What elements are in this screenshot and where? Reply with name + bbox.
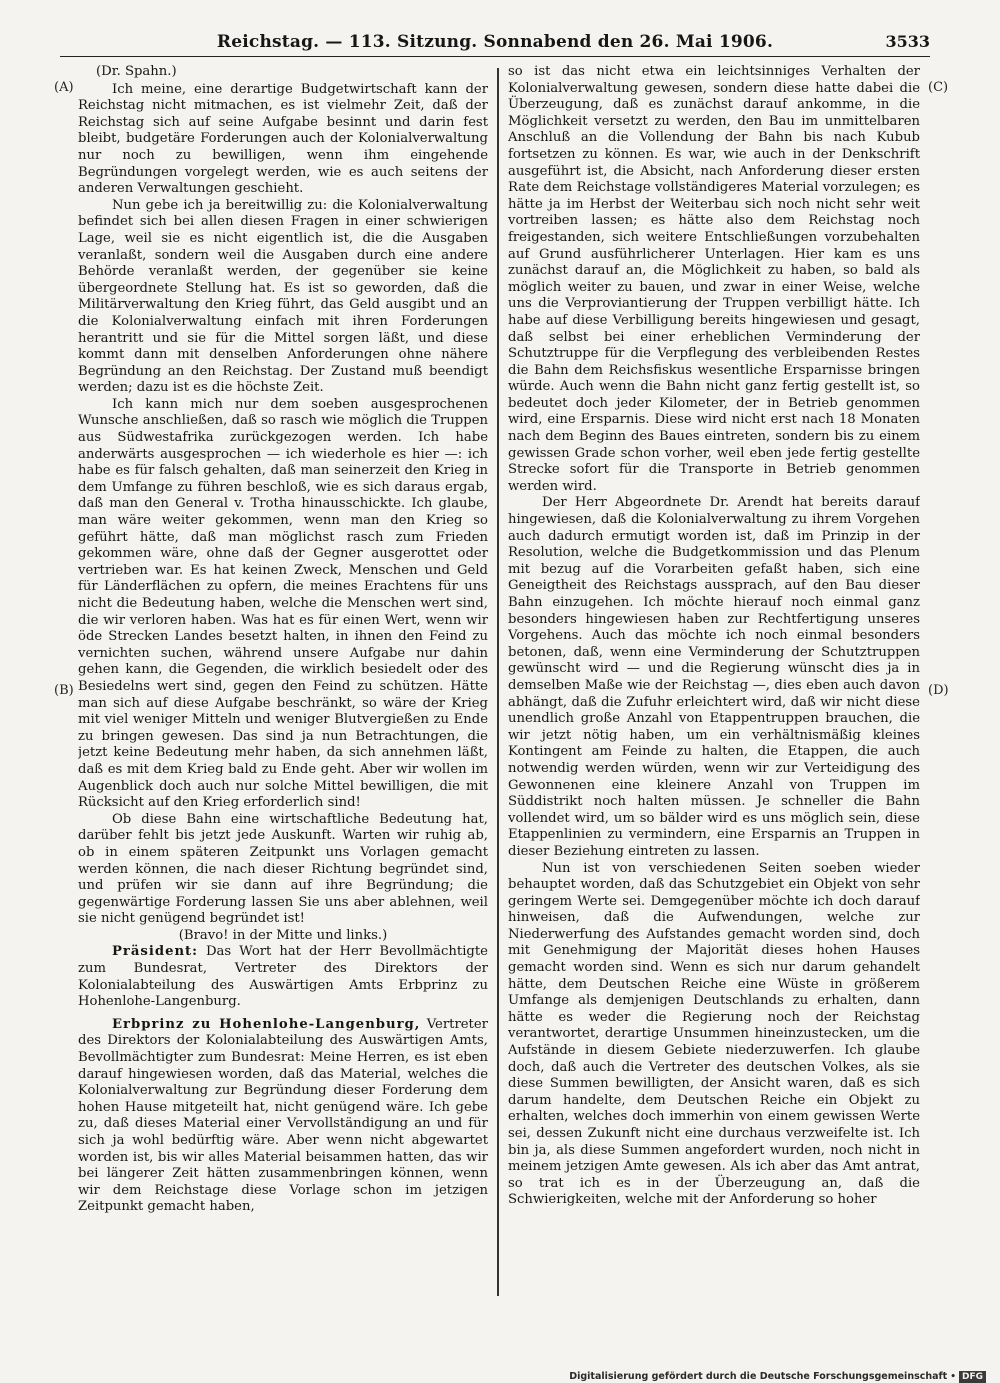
- right-column: [508, 64, 920, 1234]
- margin-marker-d: (D): [928, 683, 949, 698]
- paragraph: Ich meine, eine derartige Budgetwirtschaft kann der Reichstag nicht mitmachen, es ist vielmehr Zeit, daß der Reichstag sich auf seine Aufgabe besinnt und darin fest bleibt, budgetäre Forderungen auch der Kolonialverwaltung nur noch zu bewilligen, wenn ihm eingehende Begründungen vorgelegt werden, wie es auch seitens der anderen Verwaltungen geschieht.: [78, 81, 488, 197]
- left-column: [78, 64, 488, 1234]
- running-title: Reichstag. — 113. Sitzung. Sonnabend den 26. Mai 1906.: [216, 32, 774, 52]
- speech-text: Vertreter des Direktors der Kolonialabteilung des Auswärtigen Amts, Bevollmächtigter zum Bundesrat: Meine Herren, es ist eben darauf hingewiesen worden, daß das Material, welches die Kolonialverwaltung zur Begründung dieser Forderung dem hohen Hause mitgeteilt hat, nicht genügend wäre. Ich gebe zu, daß dieses Material einer Vervollständigung an und für sich ja wohl bedürftig wäre. Aber wenn nicht abgewartet worden ist, bis wir alles Material beisammen hatten, das wir bei längerer Zeit hätten zusammenbringen können, wenn wir dem Reichstage diese Vorlage schon im jetzigen Zeitpunkt gemacht haben,: [78, 1016, 488, 1215]
- margin-marker-b: (B): [54, 683, 74, 698]
- speaker-continuation: (Dr. Spahn.): [96, 64, 177, 79]
- speaker-label-president: Präsident:: [112, 944, 199, 960]
- statement-text: Das Wort hat der Herr Bevollmächtigte zum Bundesrat, Vertreter des Direktors der Kolonialabteilung des Auswärtigen Amts Erbprinz zu Hohenlohe-Langenburg.: [78, 944, 488, 1010]
- page-number: 3533: [885, 32, 930, 51]
- margin-marker-c: (C): [928, 80, 949, 95]
- paragraph: Ich kann mich nur dem soeben ausgesprochenen Wunsche anschließen, daß so rasch wie möglich die Truppen aus Südwestafrika zurückgezogen werden. Ich habe anderwärts ausgesprochen — ich wiederhole es hier —: ich habe es für falsch gehalten, daß man seinerzeit den Krieg in dem Umfange zu führen beschloß, wie es sich daraus ergab, daß man den General v. Trotha hinausschickte. Ich glaube, man wäre weiter gekommen, wenn man den Krieg so geführt hätte, daß man möglichst rasch zum Frieden gekommen wäre, ohne daß der Gegner ausgerottet oder vertrieben war. Es hat keinen Zweck, Menschen und Geld für Länderflächen zu opfern, die meines Erachtens für uns nicht die Bedeutung haben, welche die Menschen wert sind, die wir verloren haben. Was hat es für einen Wert, wenn wir öde Strecken Landes besetzt halten, in ihnen den Feind zu vernichten suchen, während unsere Aufgabe nur dahin gehen kann, die Gegenden, die wirklich besiedelt oder des Besiedelns wert sind, gegen den Feind zu schützen. Hätte man sich auf diese Aufgabe beschränkt, so wäre der Krieg mit viel weniger Mitteln und weniger Blutvergießen zu Ende zu bringen gewesen. Das sind ja nun Betrachtungen, die jetzt keine Bedeutung mehr haben, da sich annehmen läßt, daß es mit dem Krieg bald zu Ende geht. Aber wir wollen im Augenblick doch auch nur solche Mittel bewilligen, die mit Rücksicht auf den Krieg erforderlich sind!: [78, 396, 488, 811]
- speaker-label-erbprinz: Erbprinz zu Hohenlohe-Langenburg,: [112, 1016, 421, 1032]
- page-header: [60, 30, 930, 57]
- paragraph: Ob diese Bahn eine wirtschaftliche Bedeutung hat, darüber fehlt bis jetzt jede Auskunft. Warten wir ruhig ab, ob in einem späteren Zeitpunkt uns Vorlagen gemacht werden können, die nach dieser Richtung begründet sind, und prüfen wir sie dann auf ihre Begründung; die gegenwärtige Forderung lassen Sie uns aber ablehnen, weil sie nicht genügend begründet ist!: [78, 811, 488, 927]
- dfg-logo-icon: DFG: [959, 1371, 986, 1383]
- speech-start: [78, 1017, 488, 1216]
- footer-separator: •: [950, 1371, 956, 1382]
- margin-marker-a: (A): [54, 80, 74, 95]
- paragraph: Der Herr Abgeordnete Dr. Arendt hat bereits darauf hingewiesen, daß die Kolonialverwaltung zu ihrem Vorgehen auch dadurch ermutigt worden ist, daß im Prinzip in der Resolution, welche die Budgetkommission und das Plenum mit bezug auf die Vorarbeiten gefaßt haben, sich eine Geneigtheit des Reichstags aussprach, auf den Bau dieser Bahn einzugehen. Ich möchte hierauf noch einmal ganz besonders hingewiesen haben zur Rechtfertigung unseres Vorgehens. Auch das möchte ich noch einmal besonders betonen, daß, wenn eine Verminderung der Schutztruppen gewünscht wird — und die Regierung wünscht dies ja in demselben Maße wie der Reichstag —, dies eben auch davon abhängt, daß die Zufuhr erleichtert wird, daß wir nicht diese unendlich große Anzahl von Etappentruppen brauchen, die wir jetzt nötig haben, um ein verhältnismäßig kleines Kontingent am Feinde zu halten, die Etappen, die auch notwendig werden würden, wenn wir zur Verteidigung des Gewonnenen eine kleinere Anzahl von Truppen im Süddistrikt noch halten müssen. Je schneller die Bahn vollendet wird, um so bälder wird es uns möglich sein, diese Etappenlinien zu vermindern, eine Ersparnis an Truppen in dieser Beziehung eintreten zu lassen.: [508, 495, 920, 859]
- paragraph: Nun ist von verschiedenen Seiten soeben wieder behauptet worden, daß das Schutzgebiet ein Objekt von sehr geringem Werte sei. Demgegenüber möchte ich doch darauf hinweisen, daß die Aufwendungen, welche zur Niederwerfung des Aufstandes gemacht worden sind, doch mit Genehmigung der Majorität dieses hohen Hauses gemacht worden sind. Wenn es sich nur darum gehandelt hätte, dem Deutschen Reiche eine Wüste in größerem Umfange als demjenigen Deutschlands zu erhalten, dann hätte es weder die Regierung noch der Reichstag verantwortet, derartige Unsummen hineinzustecken, um die Aufstände in diesem Gebiete niederzuwerfen. Ich glaube doch, daß auch die Vertreter des deutschen Volkes, als sie diese Summen bewilligten, der Ansicht waren, daß es sich darum handelte, dem Deutschen Reiche ein Objekt zu erhalten, welches doch immerhin von einem gewissen Werte sei, dessen Zukunft nicht eine durchaus verzweifelte ist. Ich bin ja, als diese Summen angefordert wurden, noch nicht in meinem jetzigen Amte gewesen. Als ich aber das Amt antrat, so trat ich es in der Überzeugung an, daß die Schwierigkeiten, welche mit der Anforderung so hoher: [508, 860, 920, 1208]
- paragraph: so ist das nicht etwa ein leichtsinniges Verhalten der Kolonialverwaltung gewesen, sondern diese hatte dabei die Überzeugung, daß es zunächst darauf ankomme, in die Möglichkeit versetzt zu werden, den Bau im unmittelbaren Anschluß an die Vollendung der Bahn bis nach Kubub fortsetzen zu können. Es war, wie auch in der Denkschrift ausgeführt ist, die Absicht, nach Anforderung dieser ersten Rate dem Reichstage vollständigeres Material vorzulegen; es hätte ja im Herbst der Weiterbau sich noch nicht sehr weit vortreiben lassen; es hätte also dem Reichstag noch freigestanden, sich weitere Entschließungen vorzubehalten auf Grund ausführlicherer Unterlagen. Hier kam es uns zunächst darauf an, die Möglichkeit zu haben, so bald als möglich weiter zu bauen, und zwar in einer Weise, welche uns die Verproviantierung der Truppen verbilligt hätte. Ich habe auf diese Verbilligung bereits hingewiesen und gesagt, daß selbst bei einer erheblichen Verminderung der Schutztruppe für die Verpflegung des verbleibenden Restes die Bahn dem Reichsfiskus wesentliche Ersparnisse bringen würde. Auch wenn die Bahn nicht ganz fertig gestellt ist, so bedeutet doch jeder Kilometer, der in Betrieb genommen wird, eine Ersparnis. Diese wird nicht erst nach 18 Monaten nach dem Beginn des Baues eintreten, sondern bis zu einem gewissen Grade schon vorher, weil eben jede fertig gestellte Strecke sofort für die Transporte in Betrieb genommen werden wird.: [508, 64, 920, 494]
- applause-note: (Bravo! in der Mitte und links.): [178, 927, 388, 943]
- president-statement: [78, 944, 488, 1010]
- column-divider: [497, 68, 499, 1296]
- paragraph: Nun gebe ich ja bereitwillig zu: die Kolonialverwaltung befindet sich bei allen diesen Fragen in einer schwierigen Lage, weil sie es nicht eigentlich ist, die die Ausgaben veranlaßt, sondern weil die Ausgaben durch eine andere Behörde veranlaßt werden, der gegenüber sie keine übergeordnete Stellung hat. Es ist so geworden, daß die Militärverwaltung den Krieg führt, das Geld ausgibt und an die Kolonialverwaltung einfach mit ihren Forderungen herantritt und sie für die Mittel sorgen läßt, und diese kommt dann mit denselben Anforderungen ohne nähere Begründung an den Reichstag. Der Zustand muß beendigt werden; dazu ist es die höchste Zeit.: [78, 197, 488, 396]
- footer-text: Digitalisierung gefördert durch die Deutsche Forschungsgemeinschaft: [569, 1371, 948, 1382]
- digitization-footer: [569, 1370, 986, 1383]
